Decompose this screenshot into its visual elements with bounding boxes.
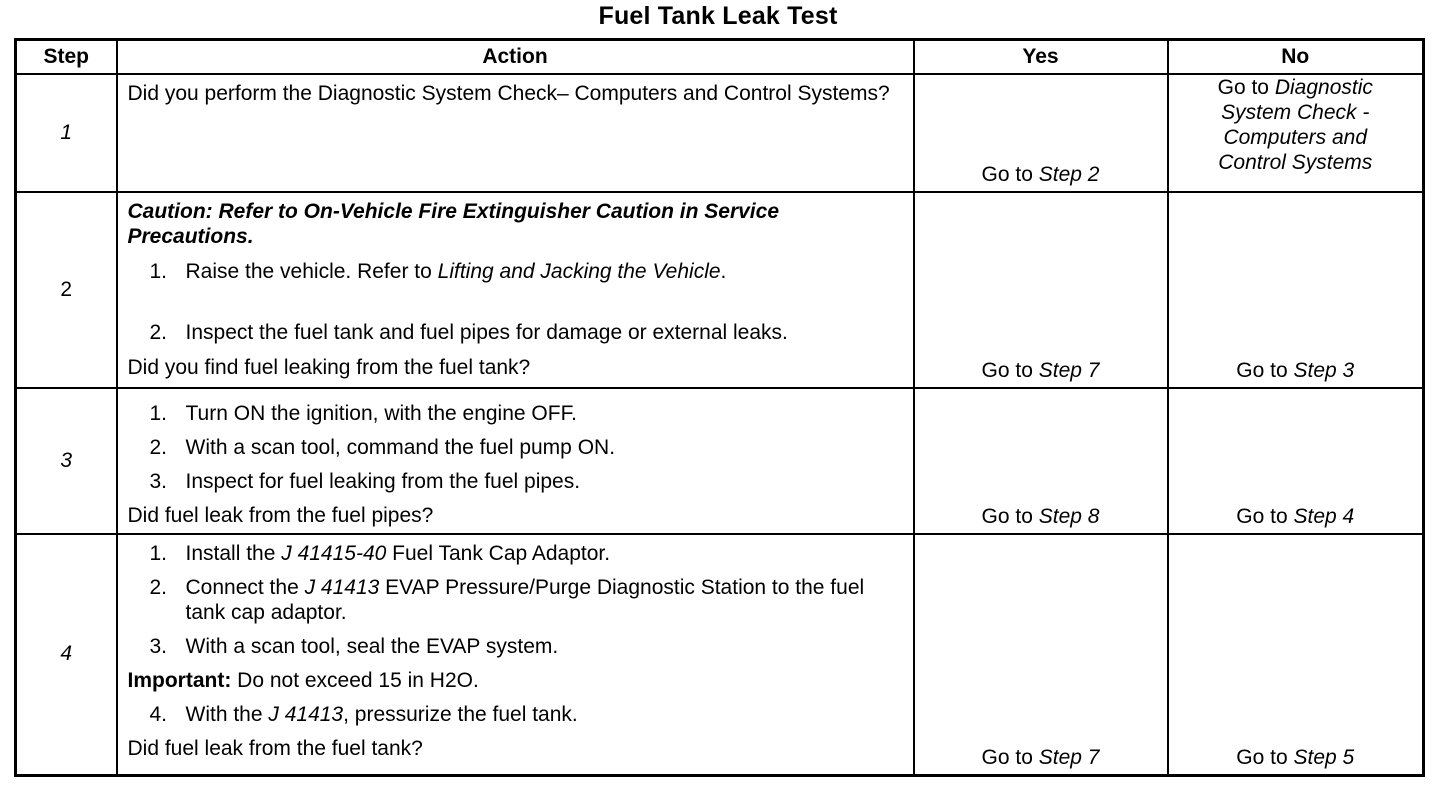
yes-result[interactable]: Go to Step 7 (981, 358, 1100, 382)
step-number: 2 (16, 192, 117, 388)
step-question: Did you find fuel leaking from the fuel tank? (127, 355, 531, 379)
caution-note: Caution: Refer to On-Vehicle Fire Extinguisher Caution in Service Precautions. (127, 199, 780, 248)
fuel-tank-leak-test-table (14, 38, 1425, 777)
no-result[interactable]: Go to Diagnostic System Check - Computers and Control Systems (1217, 75, 1373, 174)
table-row (16, 534, 1424, 776)
action-cell (117, 74, 914, 192)
yes-result[interactable]: Go to Step 7 (981, 746, 1100, 769)
table-row (16, 388, 1424, 534)
no-cell (1168, 534, 1424, 776)
table-header-row (16, 40, 1424, 74)
list-item: 1. Turn ON the ignition, with the engine OFF. (149, 401, 577, 425)
tool-reference: J 41413 (304, 575, 380, 599)
step-number: 4 (16, 534, 117, 776)
action-cell (117, 534, 914, 776)
column-header-action: Action (117, 40, 914, 74)
no-cell (1168, 388, 1424, 534)
yes-cell (914, 388, 1168, 534)
action-cell (117, 192, 914, 388)
tool-reference: J 41415-40 (281, 541, 387, 565)
column-header-yes: Yes (914, 40, 1168, 74)
yes-cell (914, 534, 1168, 776)
list-item: 2. Inspect the fuel tank and fuel pipes for damage or external leaks. (149, 320, 788, 344)
page-title: Fuel Tank Leak Test (598, 2, 838, 30)
yes-result[interactable]: Go to Step 8 (981, 504, 1100, 528)
important-note: Important: Do not exceed 15 in H2O. (127, 668, 479, 692)
tool-reference: J 41413 (268, 702, 344, 726)
list-item: 3. With a scan tool, seal the EVAP system. (149, 634, 559, 658)
list-item: 4. With the J 41413, pressurize the fuel tank. (149, 702, 578, 726)
column-header-no: No (1168, 40, 1424, 74)
no-result[interactable]: Go to Step 4 (1236, 504, 1355, 528)
list-item: 2. With a scan tool, command the fuel pump ON. (149, 435, 616, 459)
table-row (16, 192, 1424, 388)
list-item: 2. Connect the J 41413 EVAP Pressure/Purge Diagnostic Station to the fuel tank cap adaptor. (149, 575, 865, 624)
list-item: 1. Install the J 41415-40 Fuel Tank Cap Adaptor. (149, 541, 611, 565)
no-result[interactable]: Go to Step 5 (1236, 746, 1355, 769)
column-header-step: Step (16, 40, 117, 74)
action-cell (117, 388, 914, 534)
yes-cell (914, 74, 1168, 192)
no-cell (1168, 192, 1424, 388)
yes-result[interactable]: Go to Step 2 (981, 162, 1100, 186)
step-question: Did fuel leak from the fuel pipes? (127, 503, 434, 527)
list-item: 1. Raise the vehicle. Refer to Lifting and Jacking the Vehicle. (149, 259, 727, 283)
no-cell (1168, 74, 1424, 192)
step-question: Did you perform the Diagnostic System Check– Computers and Control Systems? (127, 81, 890, 105)
step-number: 1 (16, 74, 117, 192)
table-row (16, 74, 1424, 192)
no-result[interactable]: Go to Step 3 (1236, 358, 1355, 382)
yes-cell (914, 192, 1168, 388)
step-question: Did fuel leak from the fuel tank? (127, 736, 423, 760)
procedure-reference-link[interactable]: Lifting and Jacking the Vehicle (437, 259, 721, 283)
list-item: 3. Inspect for fuel leaking from the fuel pipes. (149, 469, 581, 493)
step-number: 3 (16, 388, 117, 534)
